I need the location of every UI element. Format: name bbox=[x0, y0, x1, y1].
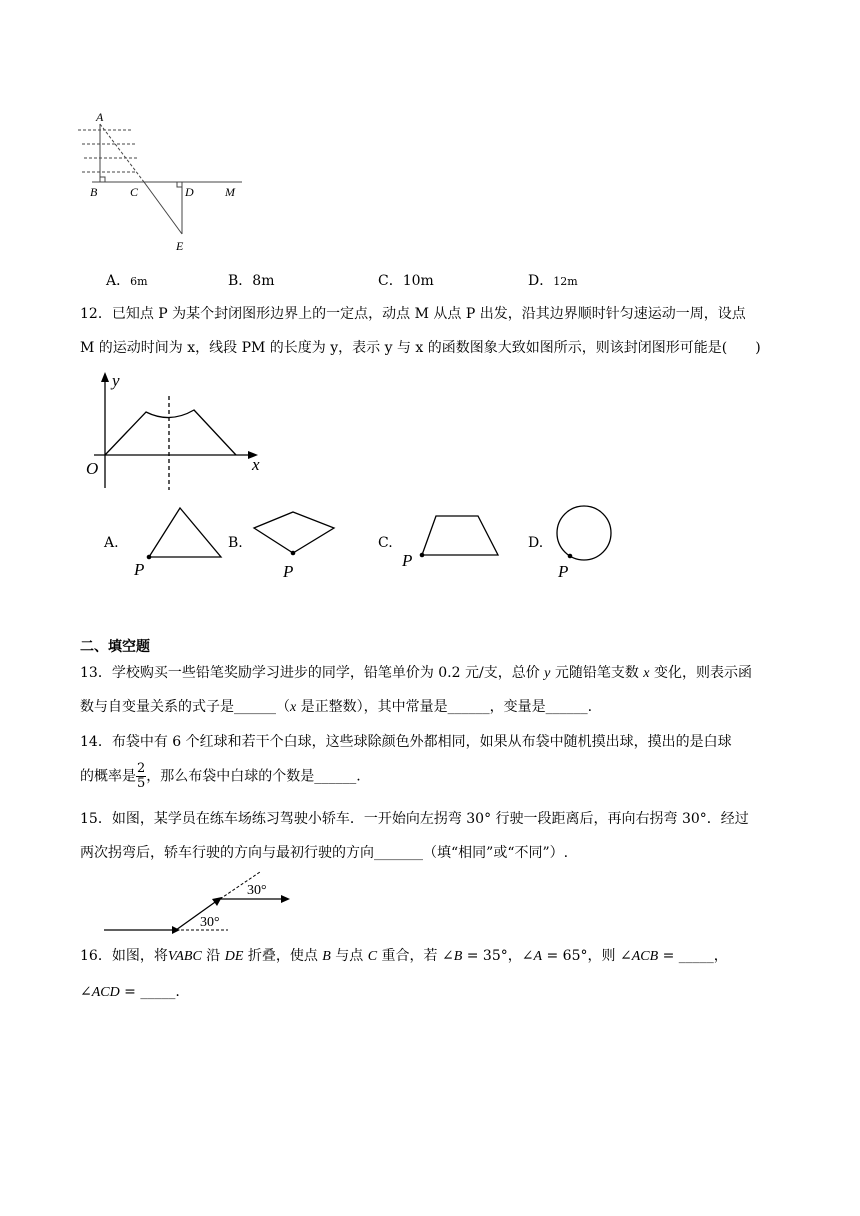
q12-option-a[interactable] bbox=[104, 500, 224, 580]
q12-option-c-letter: C. bbox=[378, 535, 393, 551]
q14-stem-line2: 的概率是 $\frac{2}{5}$ ，那么布袋中白球的个数是______. bbox=[80, 761, 361, 791]
q11-option-c-letter: C． bbox=[378, 273, 403, 289]
q11-option-d-letter: D． bbox=[528, 273, 554, 289]
q12-graph-y-label: y bbox=[112, 371, 120, 390]
q12-circle-figure bbox=[548, 500, 638, 580]
q11-option-b-value: 8m bbox=[252, 273, 275, 289]
q13-stem-line2: 数与自变量关系的式子是______（x 是正整数），其中常量是______，变量是______. bbox=[80, 699, 593, 715]
q15-stem-line2: 两次拐弯后，轿车行驶的方向与最初行驶的方向_______（填“相同”或“不同”）. bbox=[80, 845, 569, 861]
q12-graph-x-label: x bbox=[252, 455, 260, 474]
q11-option-a[interactable] bbox=[106, 272, 148, 291]
q11-option-a-value: 6m bbox=[130, 275, 148, 288]
q16-stem-line2: ∠ACD = _____. bbox=[80, 984, 180, 1000]
q12-graph-origin-label: O bbox=[86, 459, 99, 478]
q14-probability-fraction: $\frac{2}{5}$ bbox=[137, 761, 146, 791]
q15-stem-line1: 15．如图，某学员在练车场练习驾驶小轿车．一开始向左拐弯 30° 行驶一段距离后，再向右拐弯 30°．经过 bbox=[80, 811, 749, 827]
q12-option-a-letter: A. bbox=[104, 535, 119, 551]
q11-figure bbox=[70, 108, 260, 258]
q12-option-d[interactable] bbox=[528, 500, 638, 580]
q11-option-a-letter: A． bbox=[106, 273, 131, 289]
q11-label-d: D bbox=[185, 185, 194, 199]
q11-label-b: B bbox=[90, 185, 98, 199]
q12-option-d-letter: D. bbox=[528, 535, 544, 551]
q11-option-d-value: 12m bbox=[553, 275, 578, 288]
q13-stem-line1: 13．学校购买一些铅笔奖励学习进步的同学，铅笔单价为 0.2 元/支，总价 y 元随铅笔支数 x 变化，则表示函 bbox=[80, 665, 752, 681]
q14-stem-line1: 14．布袋中有 6 个红球和若干个白球，这些球除颜色外都相同，如果从布袋中随机摸出球，摸出的是白球 bbox=[80, 734, 732, 750]
q15-angle-label-upper: 30° bbox=[247, 883, 267, 898]
q12-stem-line1: 12．已知点 P 为某个封闭图形边界上的一定点，动点 M 从点 P 出发，沿其边界顺时针匀速运动一周，设点 bbox=[80, 306, 746, 322]
q12-option-c-point-label: P bbox=[402, 551, 413, 570]
q12-trapezoid-figure bbox=[400, 500, 510, 580]
q11-option-d[interactable] bbox=[528, 272, 578, 291]
q12-triangle-figure bbox=[132, 500, 232, 580]
q12-option-a-point-label: P bbox=[134, 560, 145, 579]
q12-stem-line2: M 的运动时间为 x，线段 PM 的长度为 y，表示 y 与 x 的函数图象大致如图所示，则该封闭图形可能是( ) bbox=[80, 340, 761, 356]
q16-stem-line1: 16．如图，将VABC 沿 DE 折叠，使点 B 与点 C 重合，若 ∠B = 35°，∠A = 65°，则 ∠ACB = _____， bbox=[80, 948, 728, 964]
q12-option-b-letter: B. bbox=[228, 535, 243, 551]
q12-rhombus-figure bbox=[248, 500, 348, 580]
q12-function-graph bbox=[80, 366, 280, 496]
q11-label-a: A bbox=[96, 110, 104, 124]
q12-option-d-point-label: P bbox=[558, 562, 569, 580]
q11-option-b[interactable] bbox=[228, 272, 274, 290]
q15-turn-figure bbox=[100, 868, 300, 938]
q11-label-e: E bbox=[176, 239, 184, 253]
q11-label-m: M bbox=[225, 185, 235, 199]
q11-option-b-letter: B． bbox=[228, 273, 253, 289]
section-heading-fill-in: 二、填空题 bbox=[80, 639, 150, 655]
q12-option-b[interactable] bbox=[228, 500, 348, 580]
q12-option-c[interactable] bbox=[378, 500, 508, 580]
q11-option-c[interactable] bbox=[378, 272, 434, 290]
q12-option-b-point-label: P bbox=[283, 562, 294, 580]
q11-label-c: C bbox=[130, 185, 139, 199]
q11-option-c-value: 10m bbox=[402, 273, 434, 289]
q15-angle-label-lower: 30° bbox=[200, 915, 220, 930]
